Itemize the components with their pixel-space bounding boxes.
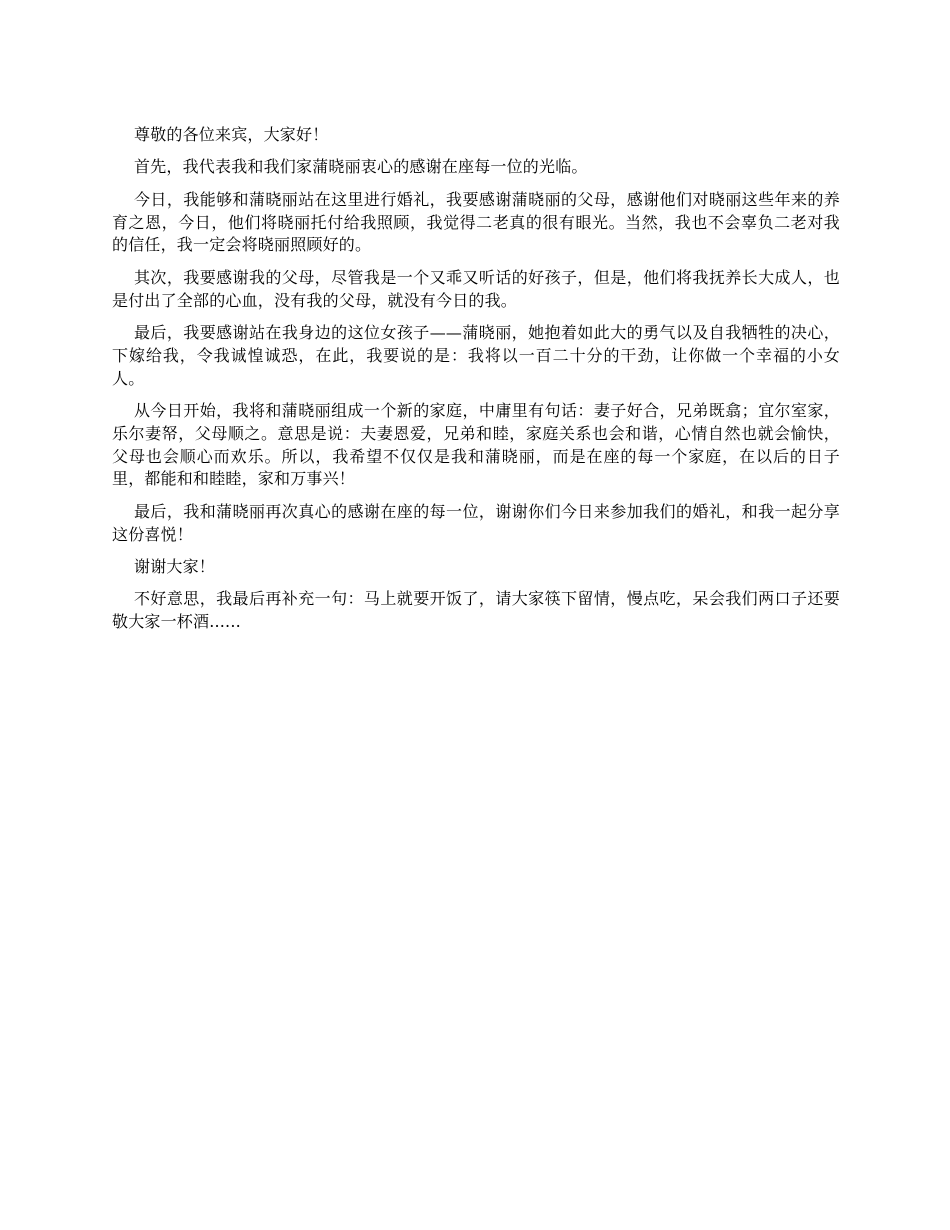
paragraph-new-family: 从今日开始，我将和蒲晓丽组成一个新的家庭，中庸里有句话：妻子好合，兄弟既翕；宜尔室家，乐尔妻帑，父母顺之。意思是说：夫妻恩爱，兄弟和睦，家庭关系也会和谐，心情自然也就会愉快，父母也会顺心而欢乐。所以，我希望不仅仅是我和蒲晓丽，而是在座的每一个家庭，在以后的日子里，都能和和睦睦，家和万事兴！ (112, 400, 840, 489)
paragraph-thanks-bride-parents: 今日，我能够和蒲晓丽站在这里进行婚礼，我要感谢蒲晓丽的父母，感谢他们对晓丽这些年来的养育之恩，今日，他们将晓丽托付给我照顾，我觉得二老真的很有眼光。当然，我也不会辜负二老对我的信任，我一定会将晓丽照顾好的。 (112, 189, 840, 255)
paragraph-thanks-bride: 最后，我要感谢站在我身边的这位女孩子——蒲晓丽，她抱着如此大的勇气以及自我牺牲的决心，下嫁给我，令我诚惶诚恐，在此，我要说的是：我将以一百二十分的干劲，让你做一个幸福的小女人。 (112, 322, 840, 388)
paragraph-thank-you: 谢谢大家！ (134, 556, 216, 576)
paragraph-closing-note: 不好意思，我最后再补充一句：马上就要开饭了，请大家筷下留情，慢点吃，呆会我们两口子还要敬大家一杯酒...... (112, 589, 840, 632)
paragraph-greeting: 尊敬的各位来宾，大家好！ (134, 125, 329, 144)
paragraph-thanks-own-parents: 其次，我要感谢我的父母，尽管我是一个又乖又听话的好孩子，但是，他们将我抚养长大成人，也是付出了全部的心血，没有我的父母，就没有今日的我。 (112, 267, 840, 310)
paragraph-final-thanks: 最后，我和蒲晓丽再次真心的感谢在座的每一位，谢谢你们今日来参加我们的婚礼，和我一起分享这份喜悦！ (112, 501, 840, 544)
document-body (112, 124, 840, 643)
paragraph-thanks-guests: 首先，我代表我和我们家蒲晓丽衷心的感谢在座每一位的光临。 (134, 157, 588, 177)
